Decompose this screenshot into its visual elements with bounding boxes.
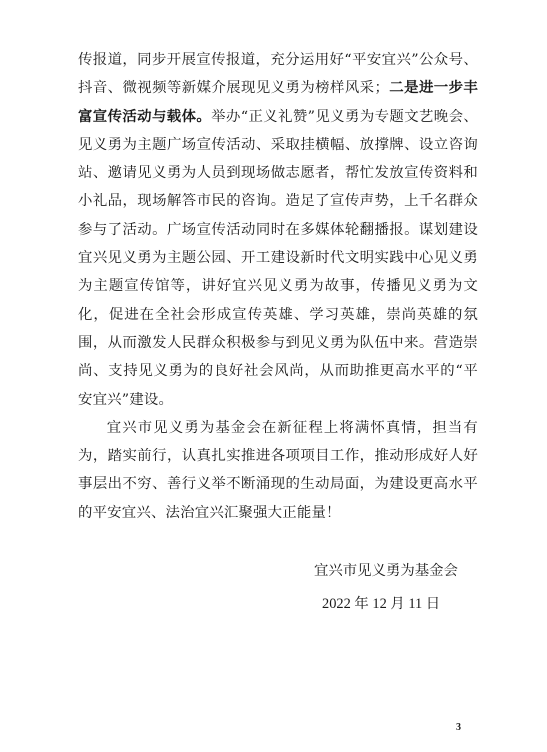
- signature-date: 2022 年 12 月 11 日: [322, 596, 441, 612]
- body-text: [78, 46, 478, 527]
- page-number: 3: [456, 722, 461, 733]
- text-segment: 宜兴市见义勇为基金会在新征程上将满怀真情，担当有为，踏实前行，认真扎实推进各项项目工作，推动形成好人好事层出不穷、善行义举不断涌现的生动局面，为建设更高水平的平安宜兴、法治宜兴汇聚强大正能量！: [78, 419, 478, 521]
- heading-enrich-activities: 二是进一步丰富宣传活动与载体。: [78, 79, 479, 125]
- paragraph-foundation-outlook: [78, 414, 478, 527]
- paragraph-publicity-continued: [78, 46, 478, 414]
- signature-block: [300, 555, 480, 621]
- signature-organization: 宜兴市见义勇为基金会: [314, 563, 458, 579]
- text-segment: 传报道，同步开展宣传报道，充分运用好“平安宜兴”公众号、抖音、微视频等新媒介展现见义勇为榜样风采；: [78, 52, 478, 97]
- text-segment: 举办“正义礼赞”见义勇为专题文艺晚会、见义勇为主题广场宣传活动、采取挂横幅、放撑牌、设立咨询站、邀请见义勇为人员到现场做志愿者，帮忙发放宣传资料和小礼品，现场解答市民的咨询。造足了宣传声势，上千名群众参与了活动。广场宣传活动同时在多媒体轮翻播报。谋划建设宜兴见义勇为主题公园、开工建设新时代文明实践中心见义勇为主题宣传馆等，讲好宜兴见义勇为故事，传播见义勇为文化，促进在全社会形成宣传英雄、学习英雄，崇尚英雄的氛围，从而激发人民群众积极参与到见义勇为队伍中来。营造崇尚、支持见义勇为的良好社会风尚，从而助推更高水平的“平安宜兴”建设。: [78, 108, 478, 408]
